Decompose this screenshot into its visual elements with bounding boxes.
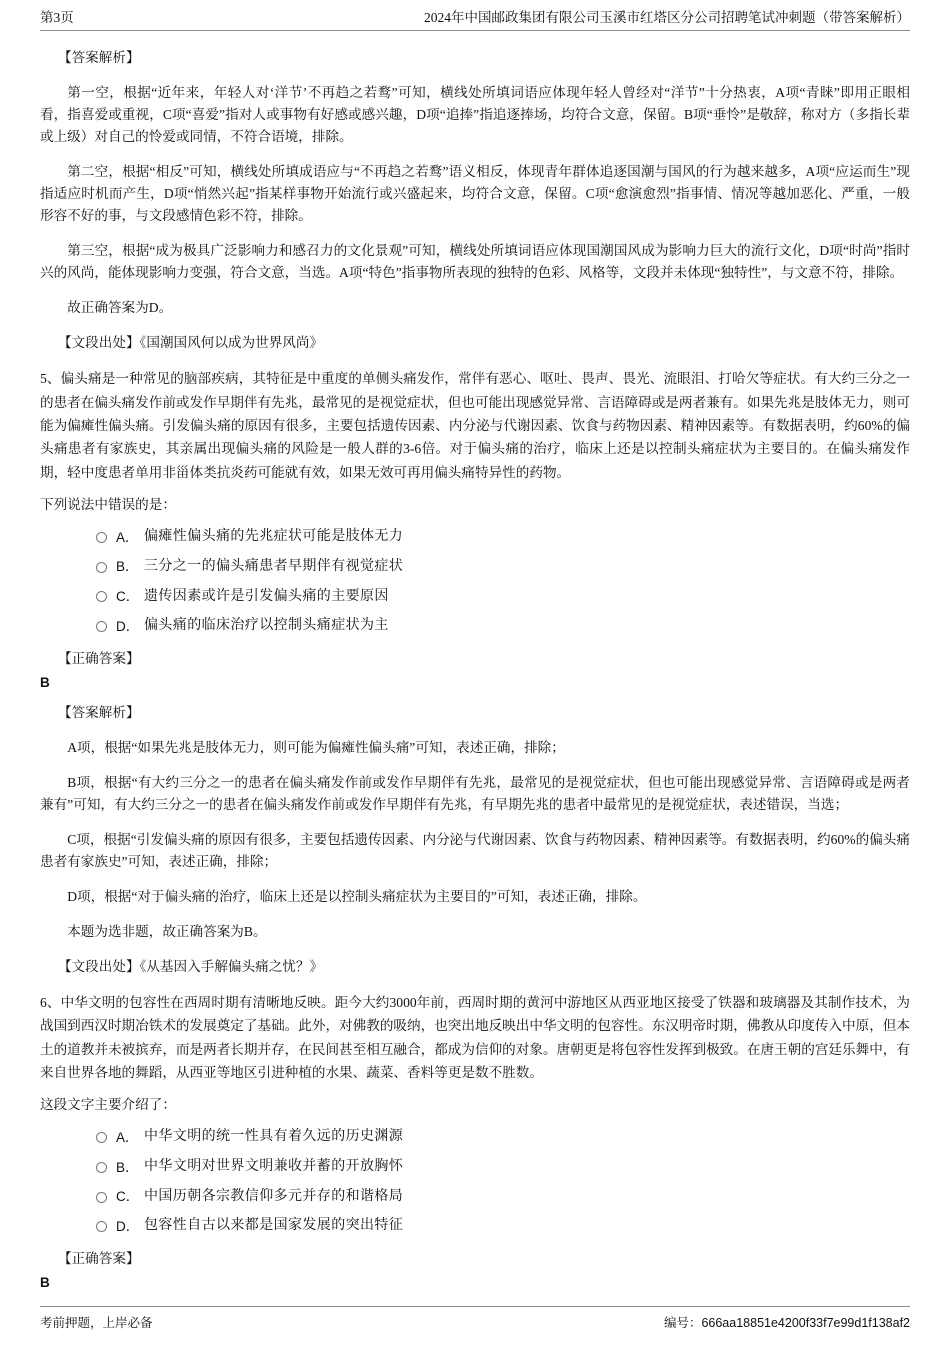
option-text: 中华文明对世界文明兼收并蓄的开放胸怀 [144, 1159, 404, 1175]
radio-icon[interactable] [96, 1132, 107, 1143]
option-letter: C． [116, 589, 140, 604]
explanation-label: 【答案解析】 [58, 50, 140, 66]
document-content [40, 31, 910, 1294]
radio-icon[interactable] [96, 1192, 107, 1203]
source-reference: 【文段出处】《国潮国风何以成为世界风尚》 [58, 335, 324, 351]
explanation-label: 【答案解析】 [58, 704, 140, 720]
option-letter: B． [116, 559, 139, 575]
option-letter: A． [116, 529, 139, 545]
option-text: 偏头痛的临床治疗以控制头痛症状为主 [144, 618, 389, 634]
option-letter: B． [116, 1159, 139, 1175]
document-title: 2024年中国邮政集团有限公司玉溪市红塔区分公司招聘笔试冲刺题（带答案解析） [424, 10, 910, 25]
options-list [40, 526, 910, 638]
option-b[interactable] [40, 1156, 910, 1179]
explanation-conclusion: 本题为选非题，故正确答案为B。 [67, 923, 267, 939]
explanation-paragraph: D项，根据“对于偏头痛的治疗，临床上还是以控制头痛症状为主要目的”可知，表述正确，排除。 [67, 888, 647, 904]
option-text: 偏瘫性偏头痛的先兆症状可能是肢体无力 [144, 529, 404, 545]
radio-icon[interactable] [96, 621, 107, 632]
explanation-paragraph: 第三空，根据“成为极具广泛影响力和感召力的文化景观”可知，横线处所填词语应体现国潮国风成为影响力巨大的流行文化，D项“时尚”指时兴的风尚，能体现影响力变强，符合文意，当选。A项“特色”指事物所表现的独特的色彩、风格等，文段并未体现“独特性”，与文意不符，排除。 [40, 243, 910, 281]
correct-answer-label: 【正确答案】 [58, 650, 140, 666]
radio-icon[interactable] [96, 591, 107, 602]
option-text: 包容性自古以来都是国家发展的突出特征 [144, 1218, 404, 1234]
explanation-paragraph: 第一空，根据“近年来，年轻人对‘洋节’不再趋之若鹜”可知，横线处所填词语应体现年轻人曾经对“洋节”十分热衷，A项“青睐”即用正眼相看，指喜爱或重视，C项“喜爱”指对人或事物有好感或感兴趣，D项“追捧”指追逐捧场，均符合文意，保留。B项“垂怜”是敬辞，称对方（多指长辈或上级）对自己的怜爱或同情，不符合语境，排除。 [40, 85, 910, 145]
footer-document-id [664, 1313, 910, 1331]
explanation-paragraph: A项，根据“如果先兆是肢体无力，则可能为偏瘫性偏头痛”可知，表述正确，排除； [67, 739, 565, 755]
option-b[interactable] [40, 556, 910, 579]
options-list [40, 1126, 910, 1238]
option-text: 三分之一的偏头痛患者早期伴有视觉症状 [144, 558, 404, 574]
correct-answer-value: B [40, 674, 50, 690]
page-number-label: 第3页 [40, 10, 74, 25]
correct-answer-value: B [40, 1275, 50, 1291]
explanation-paragraph: B项，根据“有大约三分之一的患者在偏头痛发作前或发作早期伴有先兆，最常见的是视觉症状，但也可能出现感觉异常、言语障碍或是两者兼有”可知，有大约三分之一的患者在偏头痛发作前或发作早期伴有先兆，有早期先兆的患者中最常见的是视觉症状，表述错误，当选； [40, 774, 910, 812]
option-letter: A． [116, 1129, 139, 1145]
radio-icon[interactable] [96, 1221, 107, 1232]
radio-icon[interactable] [96, 1162, 107, 1173]
question-stem: 5、偏头痛是一种常见的脑部疾病，其特征是中重度的单侧头痛发作，常伴有恶心、呕吐、畏声、畏光、流眼泪、打哈欠等症状。有大约三分之一的患者在偏头痛发作前或发作早期伴有先兆，最常见的是视觉症状，但也可能出现感觉异常、言语障碍或是两者兼有。如果先兆是肢体无力，则可能为偏瘫性偏头痛。引发偏头痛的原因有很多，主要包括遗传因素、内分泌与代谢因素、饮食与药物因素、精神因素等。有数据表明，约60%的偏头痛患者有家族史，其亲属出现偏头痛的风险是一般人群的3-6倍。对于偏头痛的治疗，临床上还是以控制头痛症状为主要目的。在偏头痛发作期，轻中度患者单用非甾体类抗炎药可能就有效，如果无效可再用偏头痛特异性的药物。 [40, 371, 910, 480]
option-text: 遗传因素或许是引发偏头痛的主要原因 [144, 588, 389, 604]
option-c[interactable] [40, 586, 910, 609]
page-header [40, 0, 910, 31]
radio-icon[interactable] [96, 562, 107, 573]
option-a[interactable] [40, 1126, 910, 1149]
question-stem: 6、中华文明的包容性在西周时期有清晰地反映。距今大约3000年前，西周时期的黄河中游地区从西亚地区接受了铁器和玻璃器及其制作技术，为战国到西汉时期冶铁术的发展奠定了基础。此外，对佛教的吸纳，也突出地反映出中华文明的包容性。东汉明帝时期，佛教从印度传入中原，但本土的道教并未被摈弃，而是两者长期并存，在民间甚至相互融合，都成为信仰的对象。唐朝更是将包容性发挥到极致。在唐王朝的宫廷乐舞中，有来自世界各地的舞蹈，从西亚等地区引进种植的水果、蔬菜、香料等更是数不胜数。 [40, 994, 910, 1081]
option-a[interactable] [40, 526, 910, 549]
question-6 [40, 991, 910, 1294]
option-d[interactable] [40, 1215, 910, 1238]
option-d[interactable] [40, 615, 910, 638]
explanation-paragraph: C项，根据“引发偏头痛的原因有很多，主要包括遗传因素、内分泌与代谢因素、饮食与药物因素、精神因素等。有数据表明，约60%的偏头痛患者有家族史”可知，表述正确，排除； [40, 831, 910, 869]
correct-answer-label: 【正确答案】 [58, 1251, 140, 1267]
footer-slogan: 考前押题，上岸必备 [40, 1316, 153, 1330]
footer-id-value: 666aa18851e4200f33f7e99d1f138af2 [701, 1316, 910, 1330]
option-letter: D． [116, 618, 140, 634]
option-c[interactable] [40, 1186, 910, 1209]
question-5 [40, 367, 910, 978]
option-text: 中国历朝各宗教信仰多元并存的和谐格局 [144, 1188, 404, 1204]
option-text: 中华文明的统一性具有着久远的历史渊源 [144, 1129, 404, 1145]
page-footer [40, 1306, 910, 1331]
footer-id-label: 编号： [663, 1316, 702, 1330]
question-prompt: 下列说法中错误的是： [40, 497, 176, 513]
explanation-conclusion: 故正确答案为D。 [67, 300, 173, 316]
radio-icon[interactable] [96, 532, 107, 543]
option-letter: C． [116, 1189, 140, 1205]
explanation-block-top [40, 47, 910, 354]
question-prompt: 这段文字主要介绍了： [40, 1097, 176, 1113]
explanation-paragraph: 第二空，根据“相反”可知，横线处所填成语应与“不再趋之若鹜”语义相反，体现青年群体追逐国潮与国风的行为越来越多，A项“应运而生”现指适应时机而产生，D项“悄然兴起”指某样事物开始流行或兴盛起来，均符合文意，保留。C项“愈演愈烈”指事情、情况等越加恶化、严重，一般形容不好的事，与文段感情色彩不符，排除。 [40, 164, 910, 224]
option-letter: D． [116, 1218, 140, 1234]
source-reference: 【文段出处】《从基因入手解偏头痛之忧？》 [58, 958, 324, 974]
